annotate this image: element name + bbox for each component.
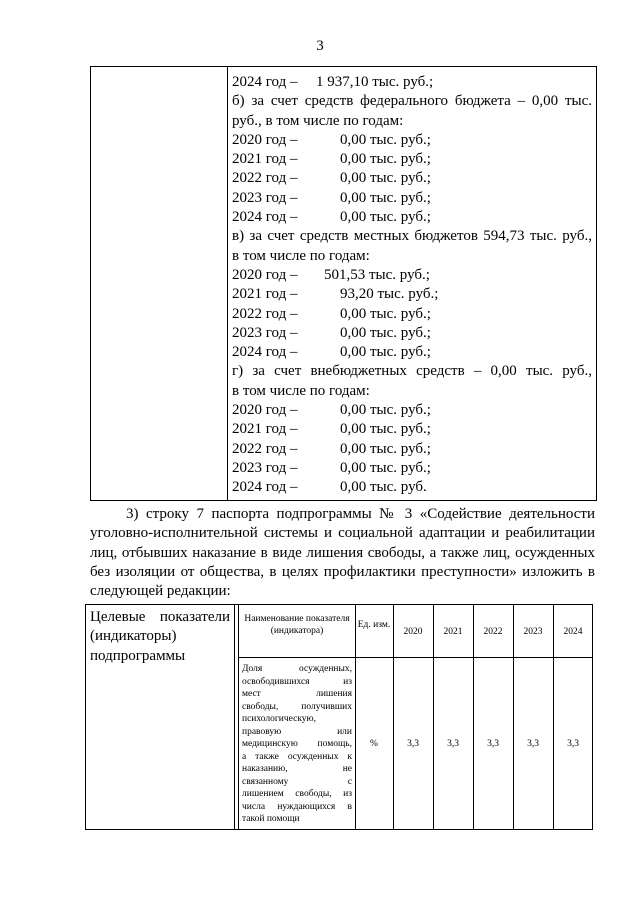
funding-line xyxy=(232,305,592,324)
funding-table xyxy=(90,66,597,501)
funding-year: 2023 год – xyxy=(232,189,298,206)
year-header: 2021 xyxy=(443,627,463,637)
funding-text: в том числе по годам: xyxy=(232,382,370,399)
funding-line xyxy=(232,420,592,439)
row-label-line: Целевые показатели xyxy=(90,609,230,625)
funding-line xyxy=(232,247,592,266)
header-unit: Ед. изм. xyxy=(357,620,391,630)
row-label-line: подпрограммы xyxy=(90,647,186,664)
funding-year: 2022 год – xyxy=(232,440,298,457)
funding-amount: 501,53 тыс. руб.; xyxy=(324,266,430,283)
funding-year: 2021 год – xyxy=(232,151,298,168)
funding-year: 2022 год – xyxy=(232,170,298,187)
funding-amount: 0,00 тыс. руб.; xyxy=(340,131,431,148)
funding-amount: 0,00 тыс. руб.; xyxy=(340,305,431,322)
indicator-name-line: лишением свободы, из xyxy=(242,789,352,799)
funding-line xyxy=(232,382,592,401)
funding-year: 2023 год – xyxy=(232,459,298,476)
year-header: 2023 xyxy=(523,627,543,637)
funding-line xyxy=(232,478,592,497)
year-header: 2022 xyxy=(483,627,503,637)
year-header: 2020 xyxy=(403,627,423,637)
funding-year: 2021 год – xyxy=(232,286,298,303)
funding-line xyxy=(232,189,592,208)
table-header-divider xyxy=(238,657,592,658)
funding-amount: 0,00 тыс. руб.; xyxy=(340,189,431,206)
funding-line xyxy=(232,92,592,111)
funding-label-cell xyxy=(91,67,228,500)
funding-line xyxy=(232,285,592,304)
funding-line xyxy=(232,227,592,246)
indicator-name-line: а также осужденных к xyxy=(242,751,352,762)
indicator-name-line: психологическую, xyxy=(242,714,317,724)
funding-line xyxy=(232,131,592,150)
funding-year: 2024 год – xyxy=(232,479,298,496)
paragraph-line: лиц, отбывших наказание в виде лишения свободы, а также лиц, осужденных xyxy=(90,544,595,561)
funding-amount: 0,00 тыс. руб.; xyxy=(340,344,431,361)
funding-amount: 93,20 тыс. руб.; xyxy=(340,286,439,303)
funding-line xyxy=(232,150,592,169)
funding-year: 2020 год – xyxy=(232,402,298,419)
funding-line xyxy=(232,362,592,381)
funding-amount: 0,00 тыс. руб.; xyxy=(340,459,431,476)
funding-line xyxy=(232,112,592,131)
funding-line xyxy=(232,169,592,188)
funding-line xyxy=(232,208,592,227)
year-header: 2024 xyxy=(563,627,583,637)
indicator-value: 3,3 xyxy=(487,739,499,749)
indicator-name-line: числа нуждающихся в xyxy=(242,801,352,812)
funding-year: 2024 год – xyxy=(232,74,298,90)
indicator-name-line: свободы, получивших xyxy=(242,701,352,712)
funding-amount: 0,00 тыс. руб.; xyxy=(340,209,431,226)
funding-amount: 0,00 тыс. руб.; xyxy=(340,440,431,457)
funding-line xyxy=(232,324,592,343)
funding-text: г) за счет внебюджетных средств – 0,00 тыс. руб., xyxy=(232,363,592,380)
funding-year: 2023 год – xyxy=(232,324,298,341)
funding-year: 2022 год – xyxy=(232,305,298,322)
indicator-name-line: Доля осужденных, xyxy=(242,664,352,674)
funding-amount: 1 937,10 тыс. руб.; xyxy=(316,74,434,90)
funding-amount: 0,00 тыс. руб.; xyxy=(340,170,431,187)
indicator-name-line: наказанию, не xyxy=(242,764,352,774)
indicator-value: 3,3 xyxy=(567,739,579,749)
table-divider xyxy=(355,605,356,829)
funding-line xyxy=(232,440,592,459)
funding-amounts-cell xyxy=(232,73,592,498)
indicator-name-line: такой помощи xyxy=(242,814,300,824)
table-divider xyxy=(433,605,434,829)
funding-year: 2024 год – xyxy=(232,209,298,226)
funding-line xyxy=(232,73,592,92)
indicator-name xyxy=(242,663,352,826)
paragraph-line: 3) строку 7 паспорта подпрограммы № 3 «Содействие деятельности xyxy=(126,506,595,522)
paragraph-line: следующей редакции: xyxy=(90,583,231,600)
indicator-name-line: связанному с xyxy=(242,776,352,787)
paragraph-line: без изоляции от общества, в целях профилактики преступности» изложить в xyxy=(90,563,595,580)
funding-text: в том числе по годам: xyxy=(232,247,370,264)
funding-text: б) за счет средств федерального бюджета – 0,00 тыс. xyxy=(232,93,592,110)
funding-year: 2020 год – xyxy=(232,131,298,148)
funding-text: руб., в том числе по годам: xyxy=(232,112,404,129)
amendment-paragraph xyxy=(90,505,595,601)
funding-line xyxy=(232,401,592,420)
funding-text: в) за счет средств местных бюджетов 594,73 тыс. руб., xyxy=(232,228,592,245)
funding-line xyxy=(232,459,592,478)
indicator-unit: % xyxy=(370,739,378,749)
funding-line xyxy=(232,343,592,362)
funding-amount: 0,00 тыс. руб.; xyxy=(340,151,431,168)
table-divider xyxy=(473,605,474,829)
indicator-name-line: мест лишения xyxy=(242,689,352,699)
funding-amount: 0,00 тыс. руб.; xyxy=(340,324,431,341)
funding-year: 2024 год – xyxy=(232,344,298,361)
row-label-line: (индикаторы) xyxy=(90,628,177,645)
indicator-value: 3,3 xyxy=(447,739,459,749)
indicator-value: 3,3 xyxy=(527,739,539,749)
funding-year: 2021 год – xyxy=(232,421,298,438)
funding-year: 2020 год – xyxy=(232,266,298,283)
table-divider xyxy=(553,605,554,829)
indicator-name-line: правовую или xyxy=(242,726,352,737)
page-number: 3 xyxy=(316,38,324,54)
paragraph-line: уголовно-исполнительной системы и социальной адаптации и реабилитации xyxy=(90,525,595,542)
indicator-name-line: медицинскую помощь, xyxy=(242,739,352,749)
indicator-name-line: освободившихся из xyxy=(242,676,352,687)
indicators-table xyxy=(85,604,593,830)
funding-amount: 0,00 тыс. руб.; xyxy=(340,421,431,438)
table-divider xyxy=(393,605,394,829)
indicator-value: 3,3 xyxy=(407,739,419,749)
header-indicator-name: Наименование показателя (индикатора) xyxy=(244,614,350,636)
funding-line xyxy=(232,266,592,285)
table-divider xyxy=(513,605,514,829)
funding-amount: 0,00 тыс. руб. xyxy=(340,479,427,496)
indicators-row-label xyxy=(90,608,230,666)
funding-amount: 0,00 тыс. руб.; xyxy=(340,402,431,419)
table-divider xyxy=(238,605,239,829)
table-divider xyxy=(234,605,235,829)
